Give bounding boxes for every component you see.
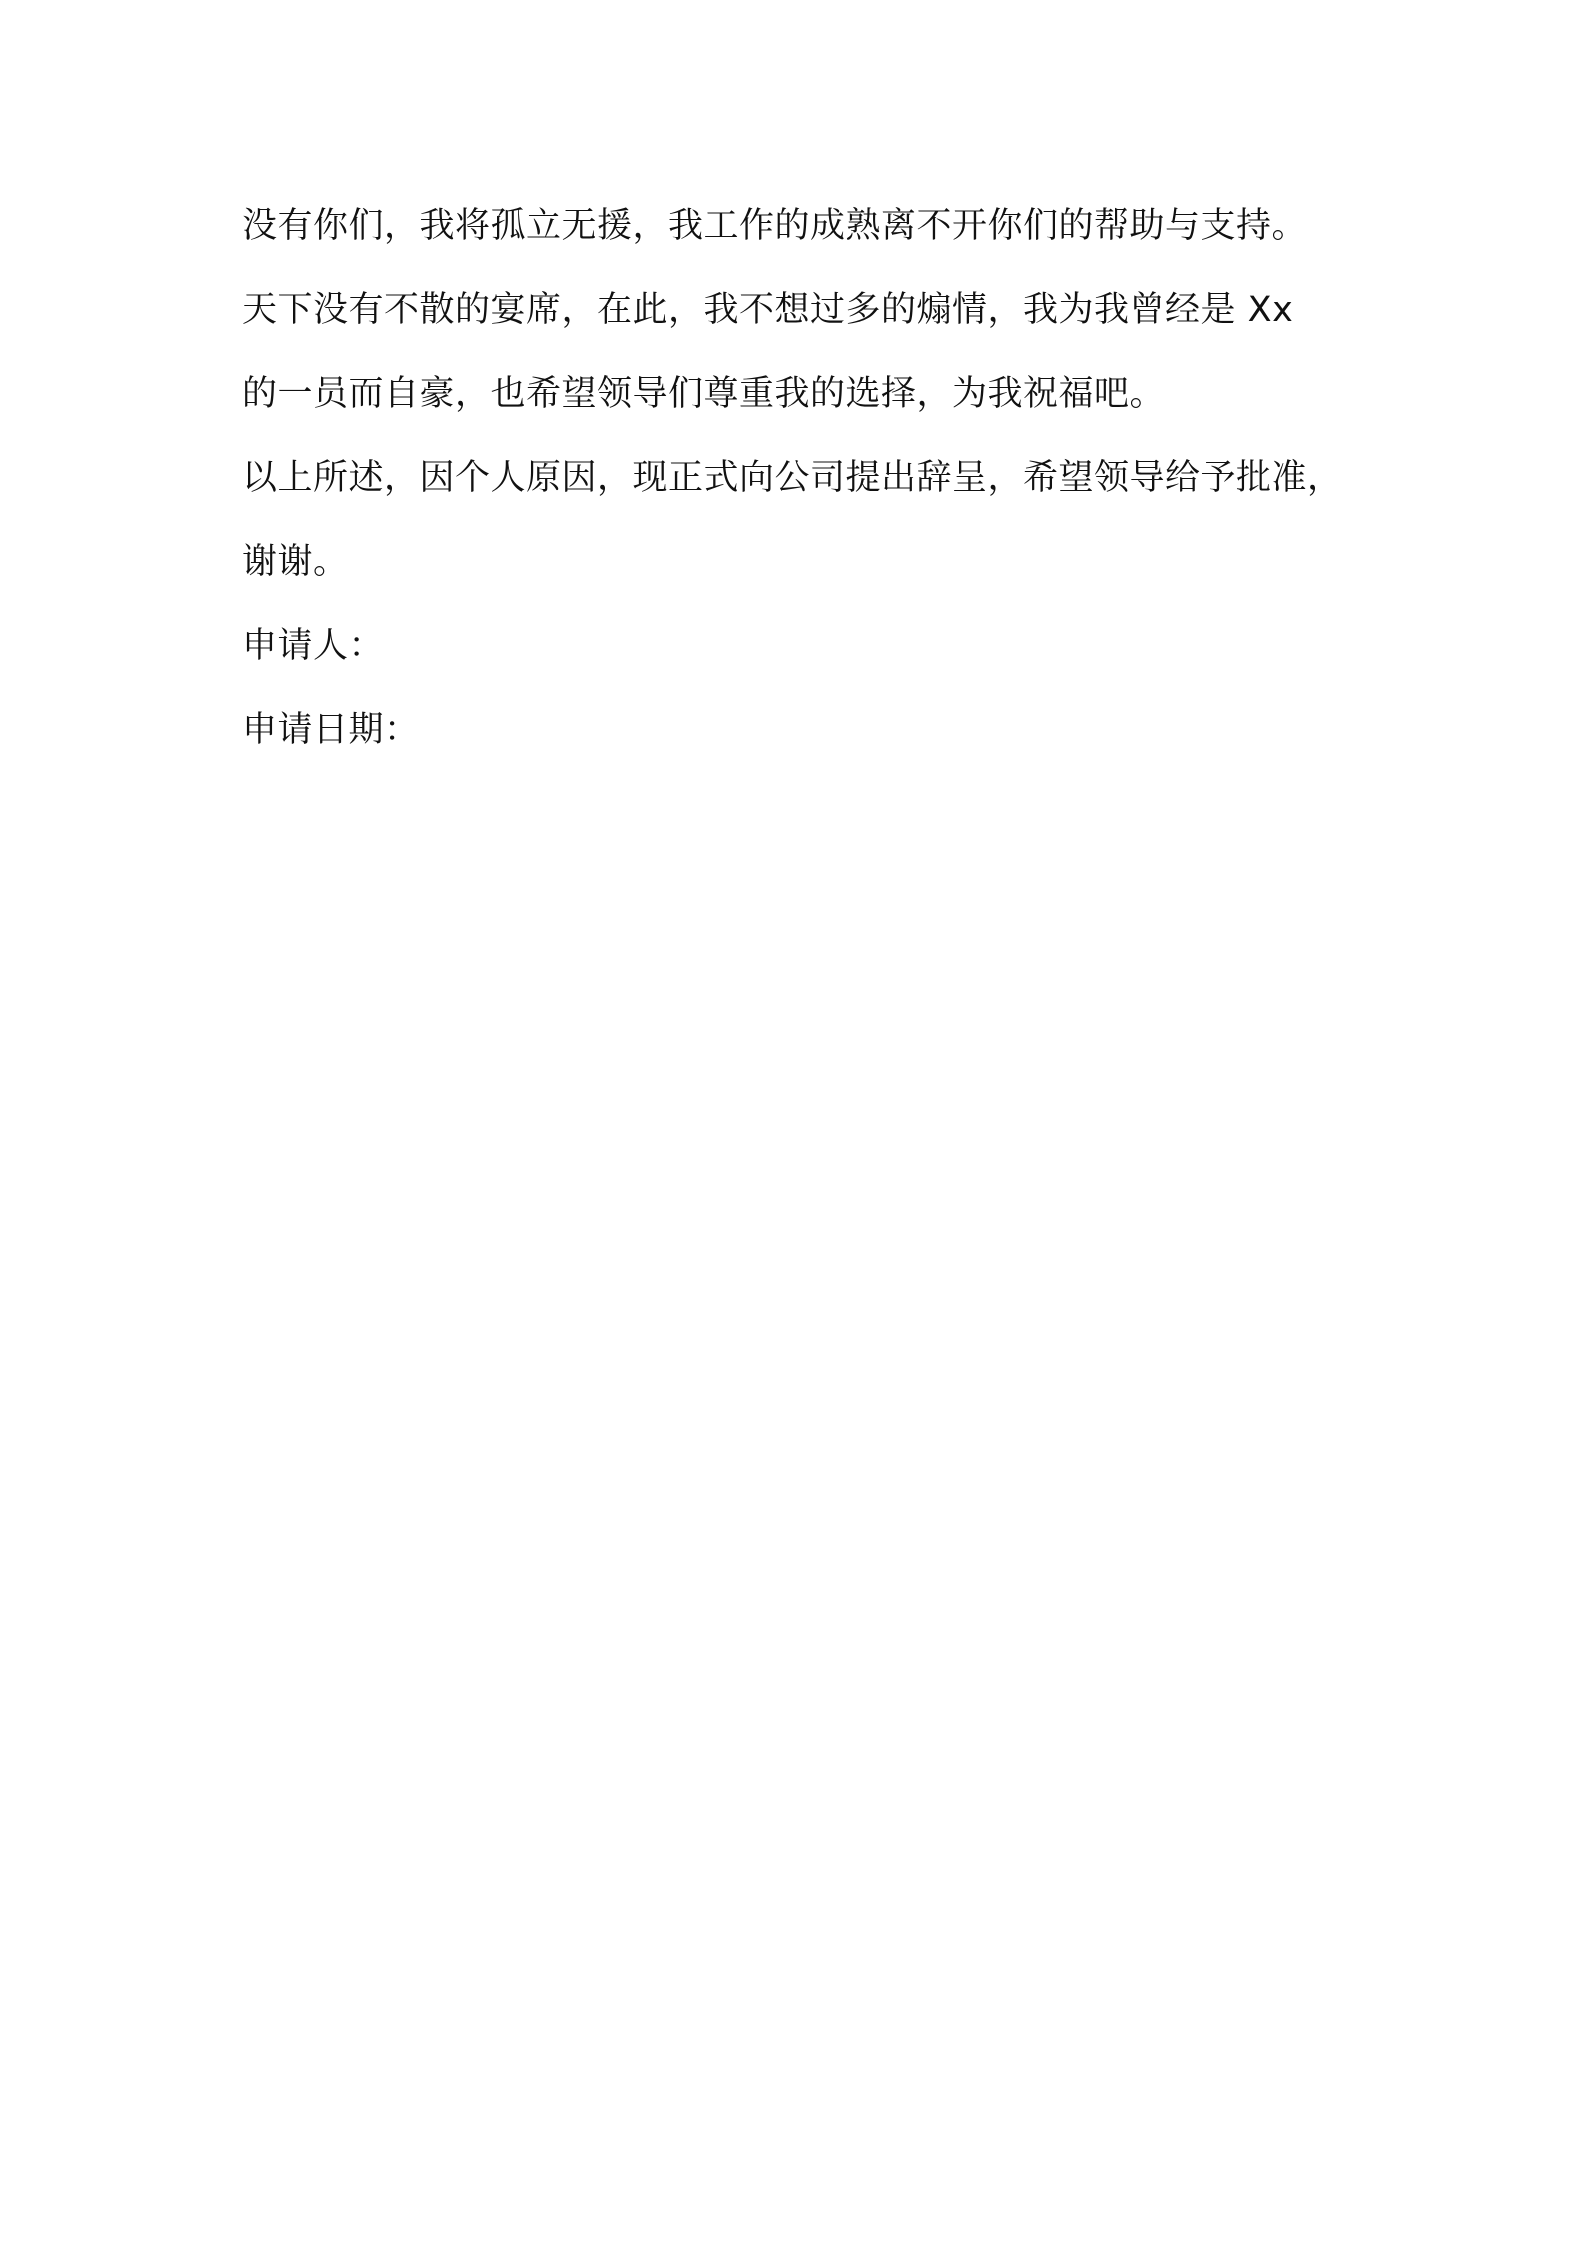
paragraph-line: 以上所述，因个人原因，现正式向公司提出辞呈，希望领导给予批准， — [242, 458, 1343, 498]
paragraph-line: 谢谢。 — [242, 542, 349, 582]
applicant-label: 申请人： — [242, 626, 385, 666]
paragraph-line: 天下没有不散的宴席，在此，我不想过多的煽情，我为我曾经是 Xx — [242, 290, 1294, 330]
paragraph-line: 没有你们，我将孤立无援，我工作的成熟离不开你们的帮助与支持。 — [242, 206, 1308, 246]
paragraph-line: 的一员而自豪，也希望领导们尊重我的选择，为我祝福吧。 — [242, 374, 1166, 414]
application-date-label: 申请日期： — [242, 710, 420, 750]
